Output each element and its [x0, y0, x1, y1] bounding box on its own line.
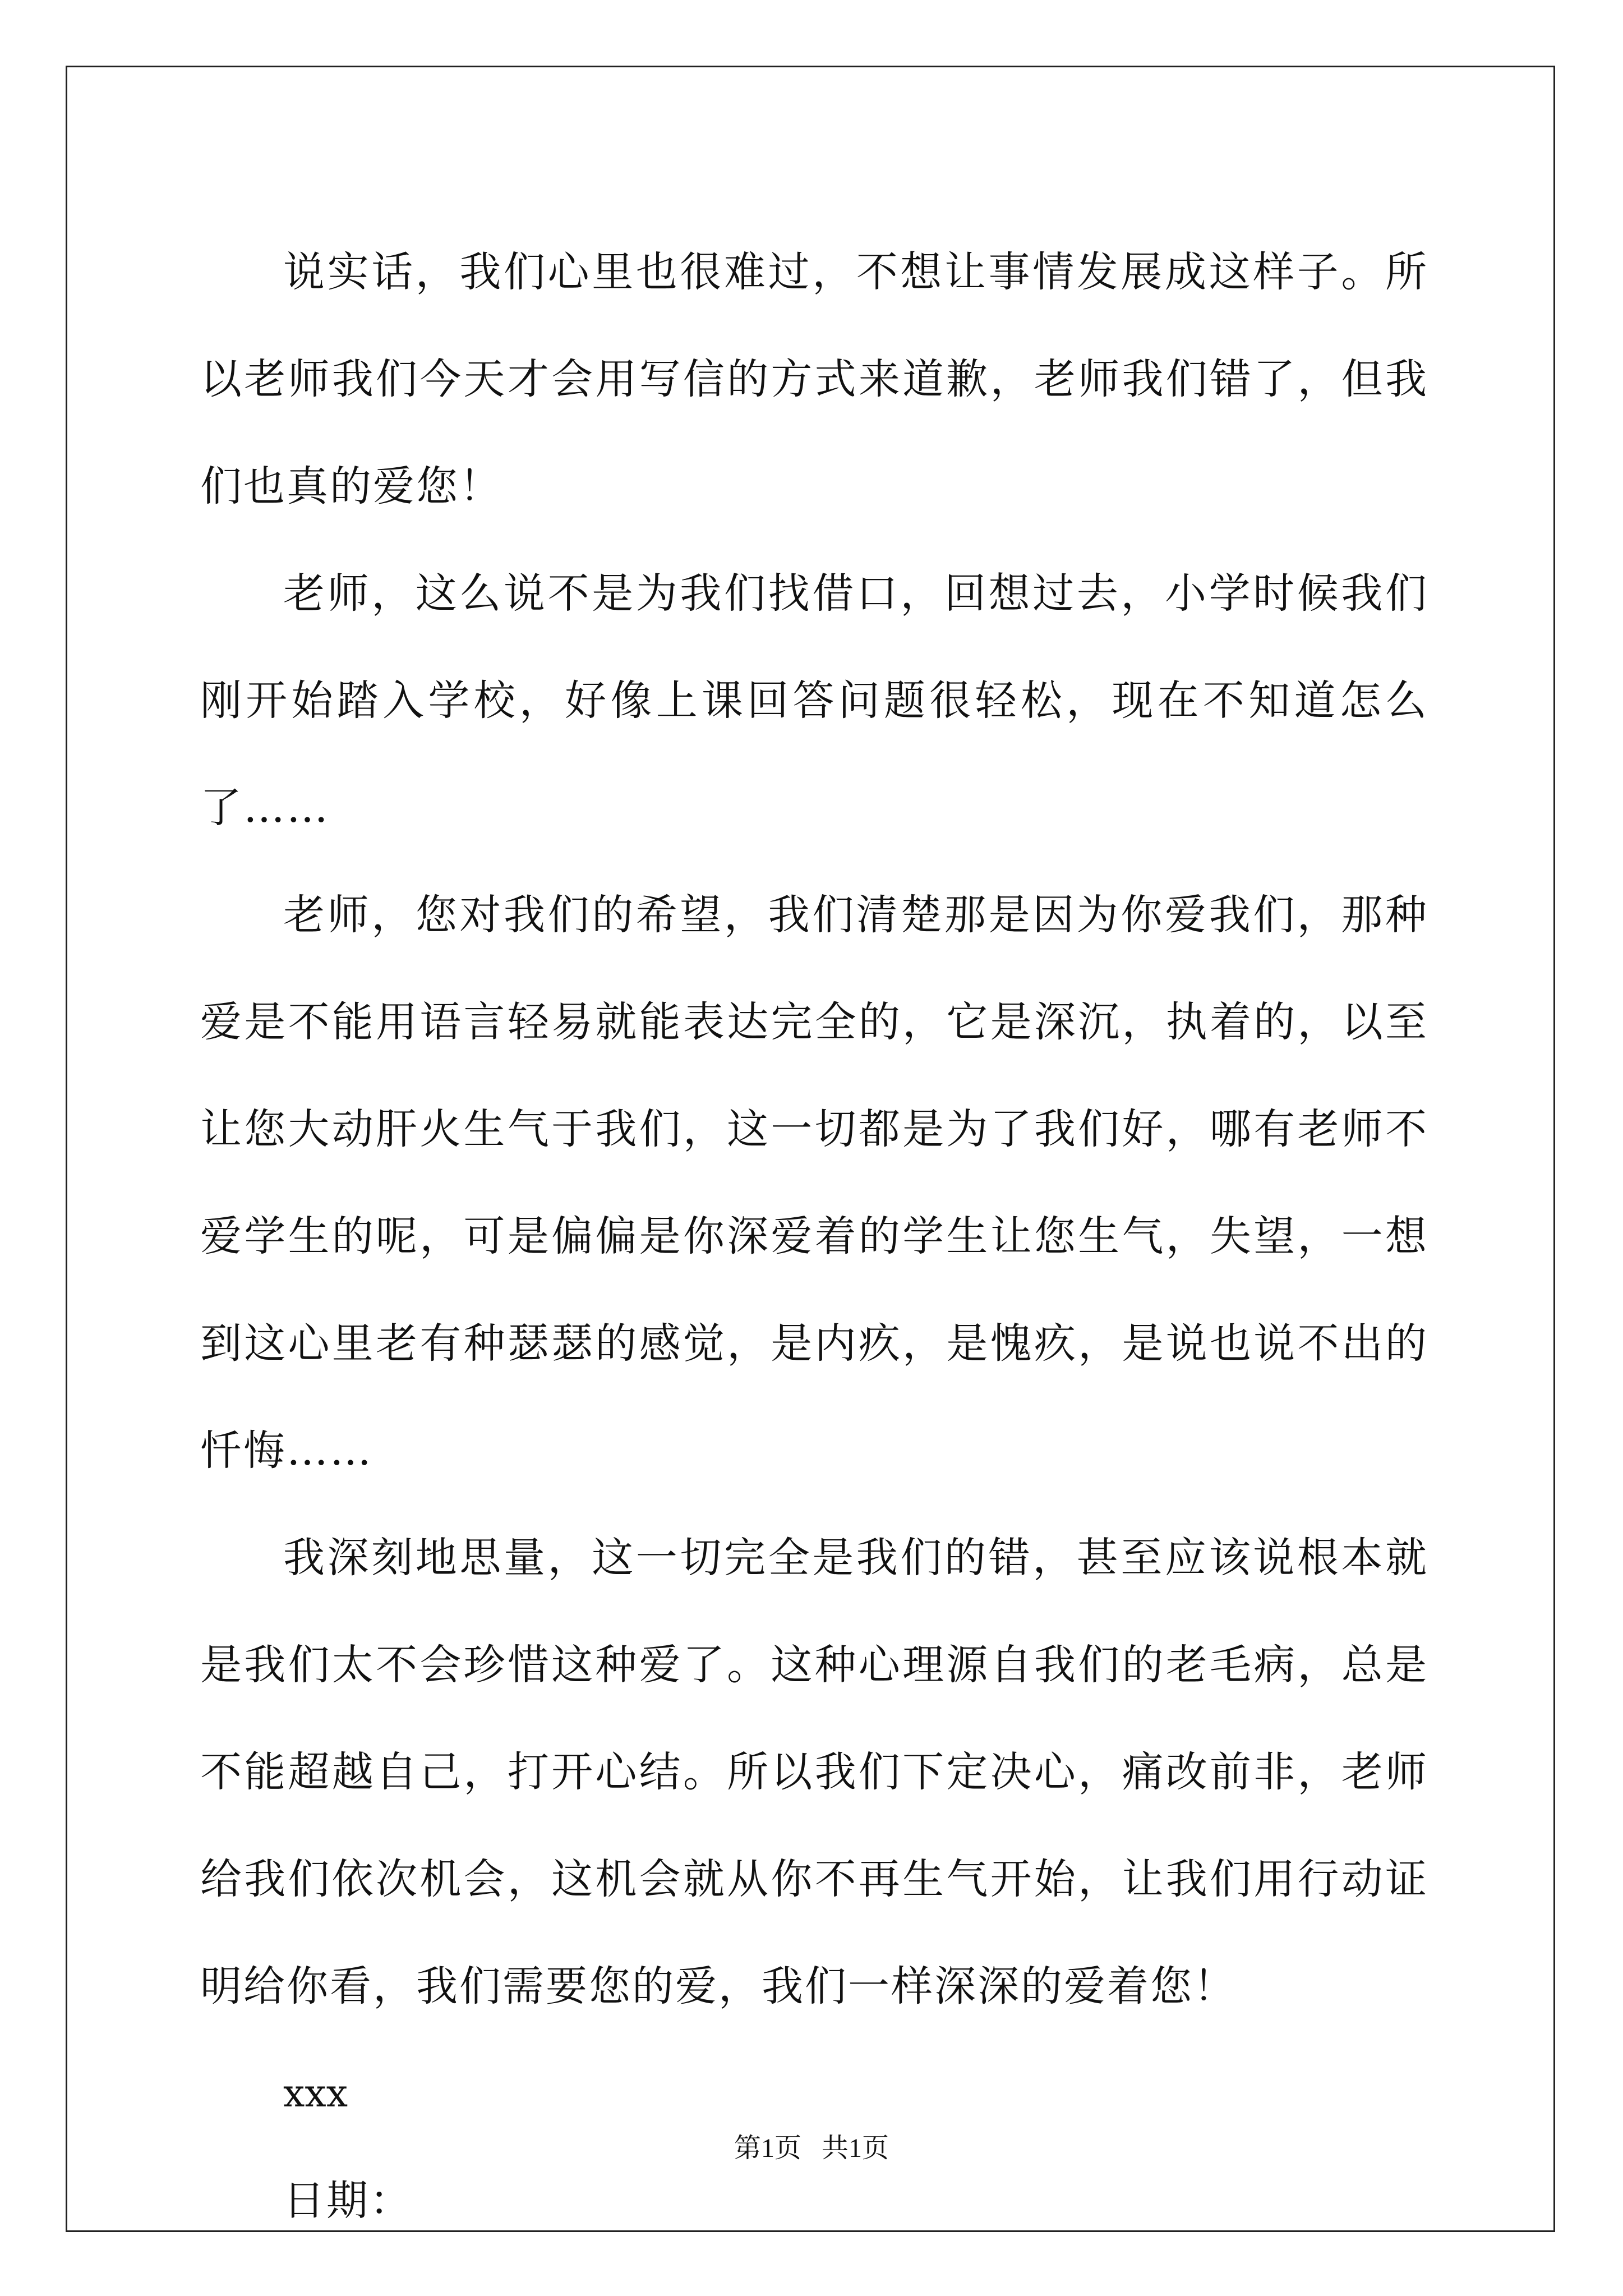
signature: xxx: [283, 2072, 348, 2116]
page-number: 第1页: [734, 2133, 801, 2163]
paragraph-1: 说实话，我们心里也很难过，不想让事情发展成这样子。所以老师我们今天才会用写信的方式来道歉，老师我们错了，但我们也真的爱您！: [200, 248, 1428, 510]
footer-gap: [801, 2133, 822, 2163]
page-footer: [0, 2126, 1623, 2165]
paragraph-3: 老师，您对我们的希望，我们清楚那是因为你爱我们，那种爱是不能用语言轻易就能表达完全的，它是深沉，执着的，以至让您大动肝火生气于我们，这一切都是为了我们好，哪有老师不爱学生的呢，可是偏偏是你深爱着的学生让您生气，失望，一想到这心里老有种瑟瑟的感觉，是内疚，是愧疚，是说也说不出的忏悔……: [200, 891, 1428, 1475]
letter-body: [200, 219, 1428, 2254]
page-total: 共1页: [822, 2133, 889, 2163]
paragraph-2: 老师，这么说不是为我们找借口，回想过去，小学时候我们刚开始踏入学校，好像上课回答问题很轻松，现在不知道怎么了……: [200, 569, 1428, 832]
paragraph-4: 我深刻地思量，这一切完全是我们的错，甚至应该说根本就是我们太不会珍惜这种爱了。这种心理源自我们的老毛病，总是不能超越自己，打开心结。所以我们下定决心，痛改前非，老师给我们依次机会，这机会就从你不再生气开始，让我们用行动证明给你看，我们需要您的爱，我们一样深深的爱着您！: [200, 1534, 1428, 2010]
date-label: 日期：: [283, 2177, 413, 2225]
